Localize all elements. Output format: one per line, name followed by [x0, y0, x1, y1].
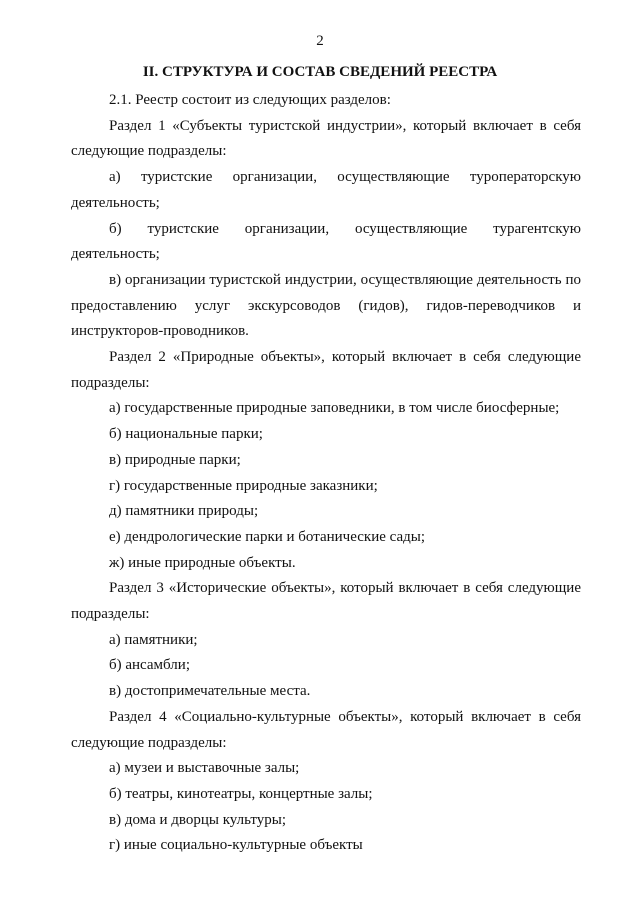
- list-item-1a: а) туристские организации, осуществляющие туроператорскую деятельность;: [71, 169, 581, 211]
- list-item-3a: а) памятники;: [109, 631, 198, 648]
- page-number: 2: [316, 33, 324, 49]
- list-item-4c: в) дома и дворцы культуры;: [109, 811, 286, 828]
- list-item-3b: б) ансамбли;: [109, 657, 190, 674]
- paragraph-section-2: Раздел 2 «Природные объекты», который включает в себя следующие подразделы:: [71, 349, 581, 391]
- paragraph-intro: 2.1. Реестр состоит из следующих разделов:: [109, 92, 391, 108]
- list-item-1c: в) организации туристской индустрии, осуществляющие деятельность по предоставлению услуг экскурсоводов (гидов), гидов-переводчиков и инструкторов-проводников.: [71, 271, 581, 340]
- list-item-2c: в) природные парки;: [109, 451, 241, 468]
- list-item-2d: г) государственные природные заказники;: [109, 477, 378, 494]
- list-item-2e: д) памятники природы;: [109, 503, 259, 520]
- document-body: [71, 88, 581, 859]
- list-item-2b: б) национальные парки;: [109, 426, 263, 443]
- list-item-2g: ж) иные природные объекты.: [109, 554, 296, 571]
- list-item-4b: б) театры, кинотеатры, концертные залы;: [109, 785, 373, 802]
- list-item-2a: а) государственные природные заповедники, в том числе биосферные;: [109, 400, 560, 417]
- list-item-3c: в) достопримечательные места.: [109, 683, 311, 700]
- section-title: II. СТРУКТУРА И СОСТАВ СВЕДЕНИЙ РЕЕСТРА: [142, 64, 498, 80]
- paragraph-section-1: Раздел 1 «Субъекты туристской индустрии», который включает в себя следующие подразделы:: [71, 117, 581, 160]
- list-item-4d: г) иные социально-культурные объекты: [109, 837, 363, 854]
- paragraph-section-4: Раздел 4 «Социально-культурные объекты», который включает в себя следующие подразделы:: [71, 708, 581, 751]
- paragraph-section-3: Раздел 3 «Исторические объекты», который включает в себя следующие подразделы:: [71, 580, 581, 623]
- list-item-2f: е) дендрологические парки и ботанические сады;: [109, 528, 426, 545]
- list-item-1b: б) туристские организации, осуществляющие турагентскую деятельность;: [71, 220, 581, 263]
- list-item-4a: а) музеи и выставочные залы;: [109, 760, 300, 777]
